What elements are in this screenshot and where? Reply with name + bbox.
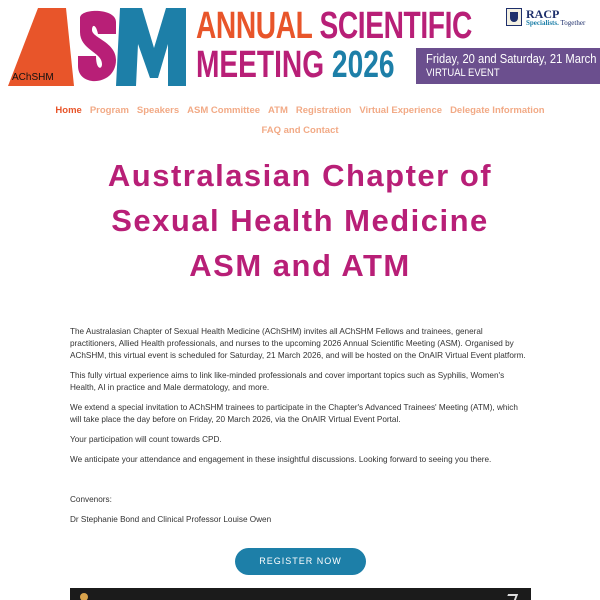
racp-crest-icon: [506, 8, 522, 26]
intro-paragraph-4: Your participation will count towards CPD.: [70, 435, 222, 444]
intro-paragraph-5: We anticipate your attendance and engagement in these insightful discussions. Looking forward to seeing you there.: [70, 455, 492, 464]
title-meeting: MEETING: [196, 44, 325, 86]
share-icon[interactable]: [506, 594, 518, 600]
event-type: VIRTUAL EVENT: [426, 67, 500, 79]
video-channel-icon[interactable]: [80, 593, 88, 600]
page-title-line3: ASM and ATM: [189, 248, 411, 283]
video-embed[interactable]: [70, 588, 531, 600]
intro-paragraph-1: The Australasian Chapter of Sexual Health Medicine (AChSHM) invites all AChSHM Fellows and trainees, general practitioners, Allied Health professionals, and nurses to the upcoming 2026 Annual Scientific Meeting (ASM). Organised by AChSHM, this virtual event is scheduled for Saturday, 21 March 2026, and will be hosted on the OnAIR Virtual Event platform.: [70, 327, 526, 360]
nav-link-speakers[interactable]: Speakers: [136, 104, 180, 116]
nav-link-home[interactable]: Home: [55, 104, 82, 116]
nav-link-virtual-experience[interactable]: Virtual Experience: [359, 104, 443, 116]
nav-link-registration[interactable]: Registration: [295, 104, 352, 116]
racp-name: RACP: [526, 7, 560, 21]
intro-content: [70, 326, 530, 534]
page-title-line2: Sexual Health Medicine: [111, 203, 489, 238]
title-annual: ANNUAL: [196, 5, 312, 47]
racp-logo[interactable]: [506, 8, 596, 30]
asm-logo[interactable]: [8, 8, 188, 86]
event-date-box: [416, 48, 600, 84]
convenors-label: Convenors:: [70, 495, 112, 504]
page-title-line1: Australasian Chapter of: [107, 158, 493, 193]
racp-tagline: Specialists. Together: [526, 19, 586, 27]
nav-link-asm-committee[interactable]: ASM Committee: [187, 104, 261, 116]
asm-logo-graphic: [8, 8, 188, 86]
nav-link-atm[interactable]: ATM: [268, 104, 288, 116]
nav-row-secondary: [0, 120, 600, 140]
banner-title-line2: [196, 45, 394, 85]
title-year: 2026: [331, 44, 395, 86]
banner-title-line1: [196, 6, 472, 46]
nav-link-faq-and-contact[interactable]: FAQ and Contact: [261, 124, 339, 136]
event-date: Friday, 20 and Saturday, 21 March: [426, 51, 597, 66]
nav-link-program[interactable]: Program: [89, 104, 129, 116]
main-nav: [0, 100, 600, 140]
page-title: [0, 153, 600, 288]
nav-link-delegate-information[interactable]: Delegate Information: [450, 104, 545, 116]
convenors-names: Dr Stephanie Bond and Clinical Professor Louise Owen: [70, 515, 272, 524]
svg-text:AChSHM: AChSHM: [12, 72, 54, 83]
header-banner: [0, 0, 600, 90]
intro-paragraph-3: We extend a special invitation to AChSHM trainees to participate in the Chapter's Advanced Trainees' Meeting (ATM), which will take place the day before on Friday, 20 March 2026, via the OnAIR Virtual Event Portal.: [70, 403, 518, 424]
nav-row-primary: [0, 100, 600, 120]
title-scientific: SCIENTIFIC: [319, 5, 472, 47]
register-now-button[interactable]: REGISTER NOW: [235, 548, 366, 575]
intro-paragraph-2: This fully virtual experience aims to link like-minded professionals and cover important topics such as Syphilis, Women's Health, AI in practice and Male dermatology, and more.: [70, 371, 505, 392]
spacer: [70, 474, 530, 494]
